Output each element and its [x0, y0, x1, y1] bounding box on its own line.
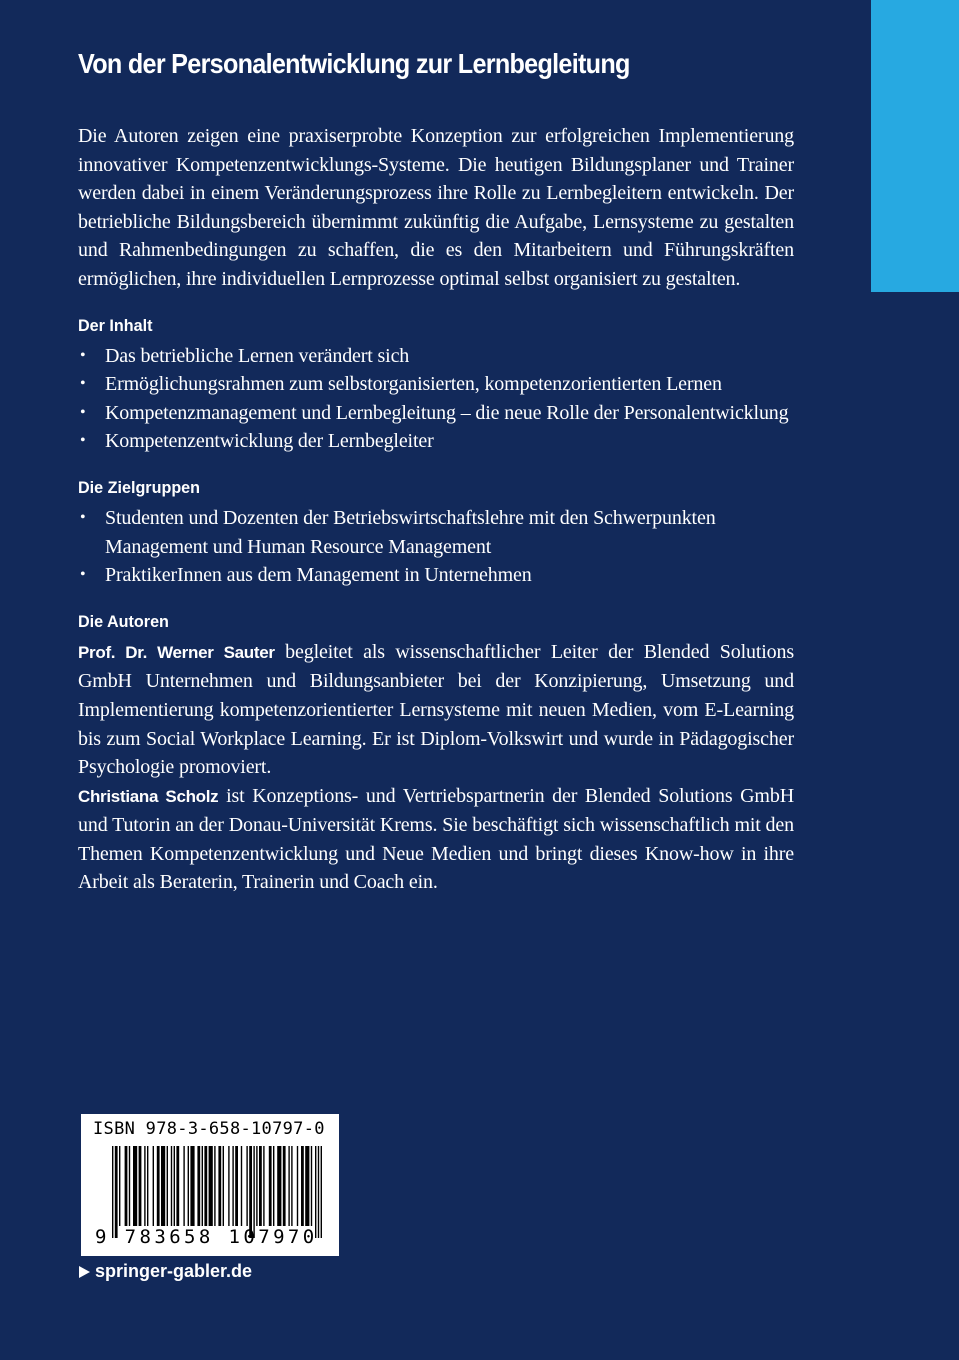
list-item-text: Kompetenzentwicklung der Lernbegleiter [105, 430, 434, 453]
bullet-icon: • [80, 566, 86, 584]
arrow-right-icon [79, 1266, 90, 1278]
isbn-label: ISBN 978-3-658-10797-0 [93, 1119, 325, 1139]
zielgruppen-list [78, 504, 794, 590]
list-item [78, 504, 794, 561]
inhalt-list [78, 342, 794, 456]
accent-bar [871, 0, 959, 292]
list-item-text: PraktikerInnen aus dem Management in Unternehmen [105, 564, 532, 587]
list-item [78, 561, 794, 590]
inhalt-heading: Der Inhalt [78, 315, 153, 335]
list-item-text: Kompetenzmanagement und Lernbegleitung – die neue Rolle der Personalentwicklung [105, 401, 789, 424]
list-item-text: Studenten und Dozenten der Betriebswirtschaftslehre mit den Schwerpunkten Management und Human Resource Management [105, 506, 716, 558]
isbn-barcode [81, 1114, 339, 1256]
list-item [78, 370, 794, 399]
publisher-website[interactable] [79, 1261, 252, 1282]
list-item [78, 399, 794, 428]
author-bio-text: begleitet als wissenschaftlicher Leiter der Blended Solutions GmbH Unternehmen und Bildungsanbieter bei der Konzipierung, Umsetzung und Implementierung kompetenzorientierter Lernsysteme mit neuen Medien, vom E-Learning bis zum Social Workplace Learning. Er ist Diplom-Volkswirt und wurde in Pädagogischer Psychologie promoviert. [78, 640, 794, 779]
author-bio-text: ist Konzeptions- und Vertriebspartnerin der Blended Solutions GmbH und Tutorin an der Donau-Universität Krems. Sie beschäftigt sich wissenschaftlich mit den Themen Kompetenzentwicklung und Neue Medien und bringt dieses Know-how in ihre Arbeit als Beraterin, Trainerin und Coach ein. [78, 784, 794, 894]
bullet-icon: • [80, 403, 86, 421]
list-item [78, 427, 794, 456]
website-text: springer-gabler.de [95, 1261, 253, 1281]
list-item-text: Ermöglichungsrahmen zum selbstorganisierten, kompetenzorientierten Lernen [105, 373, 722, 396]
author-bio-sauter [78, 638, 794, 782]
author-bio-scholz [78, 782, 794, 897]
author-name: Christiana Scholz [78, 786, 219, 806]
intro-paragraph: Die Autoren zeigen eine praxiserprobte Konzeption zur erfolgreichen Implementierung innovativer Kompetenzentwicklungs-Systeme. Die heutigen Bildungsplaner und Trainer werden dabei in einem Veränderungsprozess ihre Rolle zu Lernbegleitern entwickeln. Der betriebliche Bildungsbereich übernimmt zukünftig die Aufgabe, Lernsysteme zu gestalten und Rahmenbedingungen zu schaffen, die es den Mitarbeitern und Führungskräften ermöglichen, ihre individuellen Lernprozesse optimal selbst organisiert zu gestalten. [78, 125, 794, 290]
bullet-icon: • [80, 375, 86, 393]
cover-text [78, 40, 794, 897]
author-name: Prof. Dr. Werner Sauter [78, 642, 275, 662]
ean-digits: 9 783658 107970 [95, 1226, 318, 1248]
bullet-icon: • [80, 346, 86, 364]
barcode-icon [112, 1146, 322, 1238]
book-title: Von der Personalentwicklung zur Lernbegleitung [78, 48, 630, 79]
bullet-icon: • [80, 432, 86, 450]
list-item-text: Das betriebliche Lernen verändert sich [105, 344, 410, 367]
zielgruppen-heading: Die Zielgruppen [78, 477, 201, 497]
bullet-icon: • [80, 508, 86, 526]
autoren-heading: Die Autoren [78, 611, 169, 631]
list-item [78, 342, 794, 371]
